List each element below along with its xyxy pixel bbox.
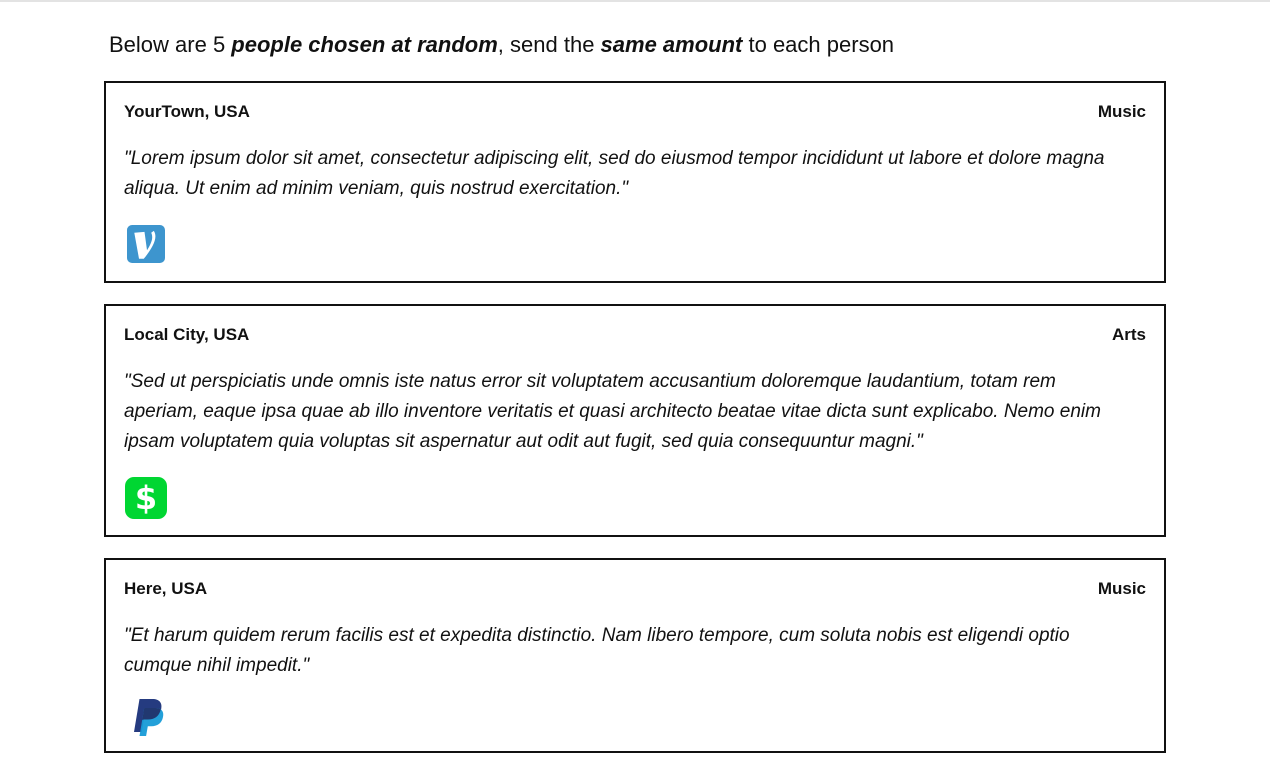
person-category: Music	[1097, 579, 1146, 598]
top-divider	[0, 0, 1270, 2]
cashapp-icon[interactable]	[124, 476, 168, 525]
card-header	[124, 577, 1146, 601]
person-quote: "Lorem ipsum dolor sit amet, consectetur adipiscing elit, sed do eiusmod tempor incididunt ut labore et dolore magna aliqua. Ut enim ad minim veniam, quis nostrud exercitation."	[124, 148, 1105, 199]
person-quote: "Et harum quidem rerum facilis est et expedita distinctio. Nam libero tempore, cum soluta nobis est eligendi optio cumque nihil impedit."	[124, 625, 1070, 676]
svg-text:$: $	[134, 479, 158, 517]
person-quote: "Sed ut perspiciatis unde omnis iste natus error sit voluptatem accusantium doloremque laudantium, totam rem aperiam, eaque ipsa quae ab illo inventore veritatis et quasi architecto beatae vitae dicta sunt explicabo. Nemo enim ipsam voluptatem quia voluptas sit aspernatur aut odit aut fugit, sed quia consequuntur magni."	[124, 371, 1101, 452]
person-card	[104, 558, 1166, 753]
intro-prefix: Below are 5	[109, 32, 232, 57]
paypal-icon[interactable]	[128, 696, 168, 743]
person-card	[104, 304, 1166, 537]
intro-emphasis-random: people chosen at random	[231, 32, 498, 57]
intro-emphasis-amount: same amount	[600, 32, 743, 57]
person-location: Local City, USA	[124, 325, 250, 344]
person-location: YourTown, USA	[124, 102, 250, 121]
person-location: Here, USA	[124, 579, 208, 598]
card-header	[124, 323, 1146, 347]
instructions-text	[109, 30, 894, 60]
intro-middle: , send the	[497, 32, 601, 57]
venmo-icon[interactable]	[126, 224, 166, 269]
intro-suffix: to each person	[742, 32, 895, 57]
person-category: Music	[1097, 102, 1146, 121]
person-card	[104, 81, 1166, 283]
person-category: Arts	[1111, 325, 1146, 344]
card-header	[124, 100, 1146, 124]
